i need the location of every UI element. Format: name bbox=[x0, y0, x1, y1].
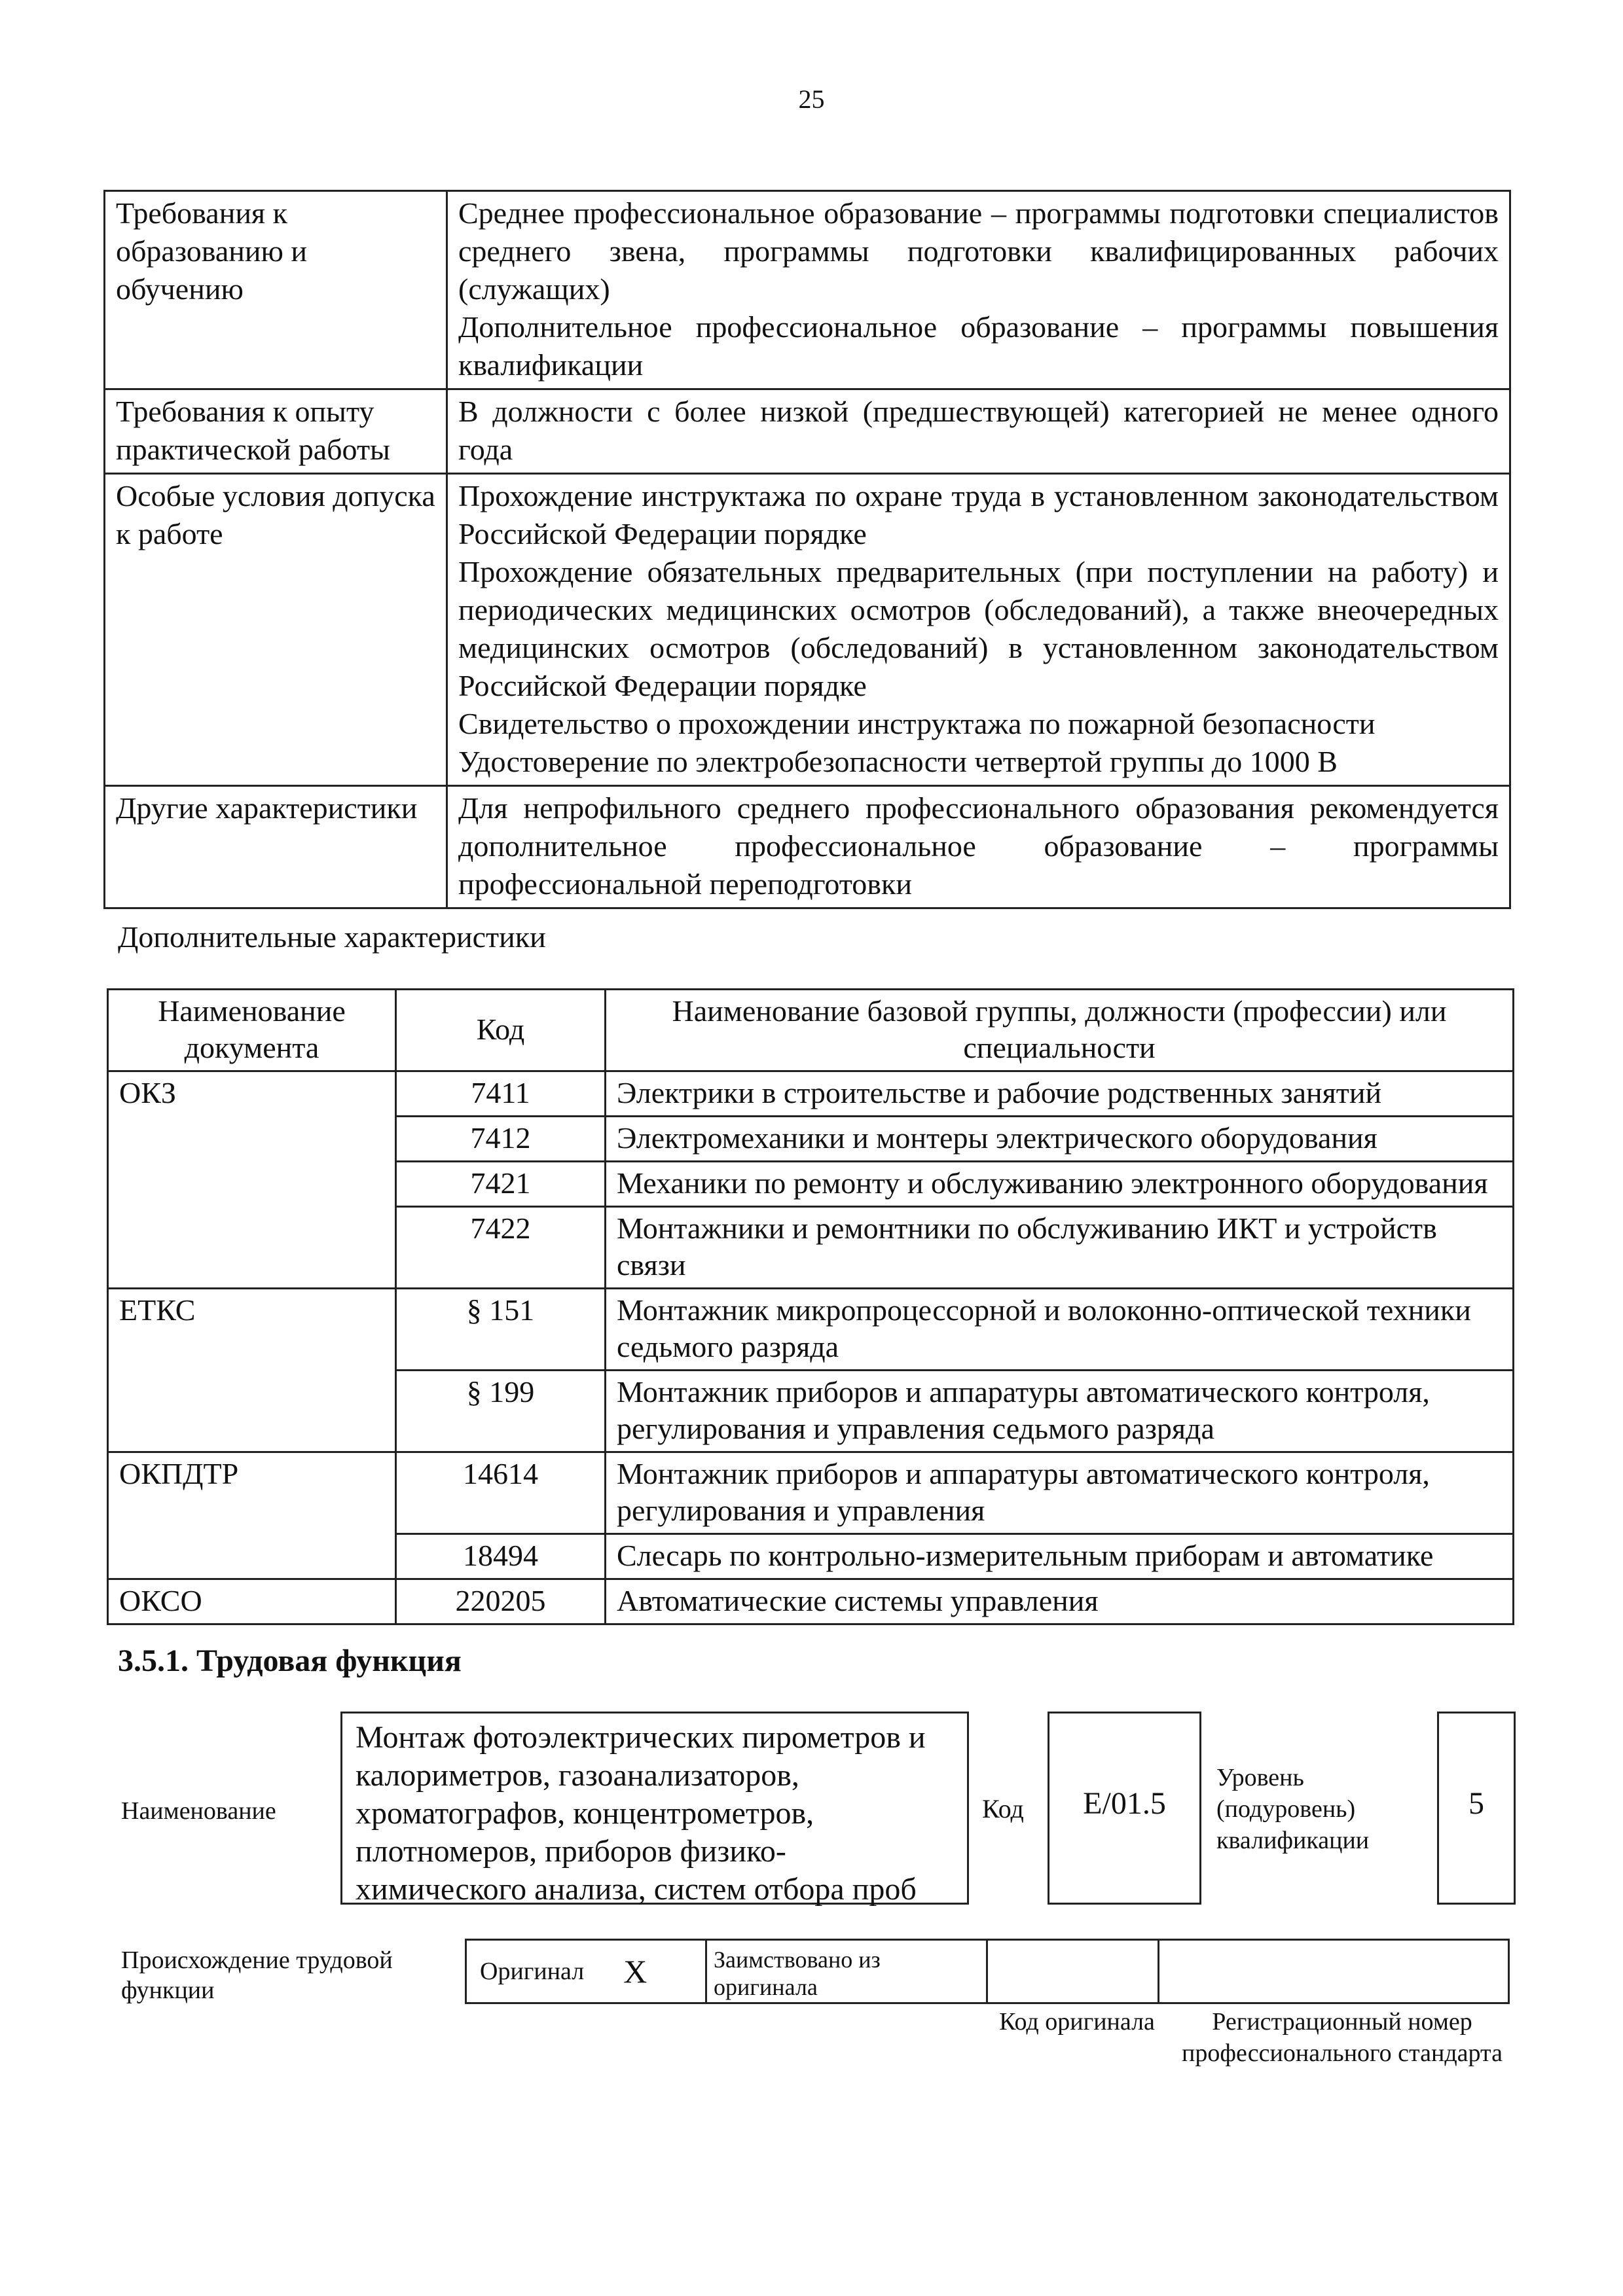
document-cell bbox=[108, 1371, 396, 1452]
table-row bbox=[108, 1207, 1514, 1289]
function-name-label: Наименование bbox=[121, 1797, 276, 1825]
document-cell bbox=[108, 1207, 396, 1289]
header-code: Код bbox=[396, 990, 606, 1071]
requirement-value bbox=[447, 389, 1510, 474]
name-cell: Монтажник микропроцессорной и волоконно-оптической техники седьмого разряда bbox=[606, 1289, 1514, 1371]
origin-code-cell bbox=[986, 1939, 1159, 2004]
code-cell: 7422 bbox=[396, 1207, 606, 1289]
name-cell: Электрики в строительстве и рабочие родственных занятий bbox=[606, 1071, 1514, 1117]
borrowed-cell: Заимствовано из оригинала bbox=[705, 1939, 988, 2004]
registration-number-caption: Регистрационный номер профессионального стандарта bbox=[1182, 2008, 1503, 2067]
document-cell bbox=[108, 1534, 396, 1579]
name-cell: Монтажники и ремонтники по обслуживанию ИКТ и устройств связи bbox=[606, 1207, 1514, 1289]
function-origin-row bbox=[467, 1939, 1516, 2004]
code-cell: 7411 bbox=[396, 1071, 606, 1117]
table-row bbox=[108, 1289, 1514, 1371]
requirement-label: Требования к опыту практической работы bbox=[105, 389, 447, 474]
requirements-row bbox=[105, 786, 1510, 908]
code-cell: 220205 bbox=[396, 1579, 606, 1624]
requirement-value bbox=[447, 786, 1510, 908]
requirement-label: Требования к образованию и обучению bbox=[105, 191, 447, 389]
code-cell: 7412 bbox=[396, 1117, 606, 1162]
labor-function-title: 3.5.1. Трудовая функция bbox=[118, 1643, 462, 1678]
additional-characteristics-table bbox=[107, 988, 1514, 1625]
table-row bbox=[108, 1071, 1514, 1117]
requirement-line: В должности с более низкой (предшествующей) категорией не менее одного года bbox=[458, 395, 1499, 466]
name-cell: Автоматические системы управления bbox=[606, 1579, 1514, 1624]
qualification-level-label: Уровень (подуровень) квалификации bbox=[1216, 1764, 1370, 1854]
original-cell bbox=[465, 1939, 707, 2004]
qualification-level-box: 5 bbox=[1437, 1712, 1516, 1905]
document-cell: ОКЗ bbox=[108, 1071, 396, 1117]
function-name-box: Монтаж фотоэлектрических пирометров и калориметров, газоанализаторов, хроматографов, концентрометров, плотномеров, приборов физико-химического анализа, систем отбора проб bbox=[340, 1712, 969, 1905]
original-label: Оригинал bbox=[480, 1958, 585, 1985]
function-code-label: Код bbox=[982, 1794, 1024, 1823]
table-row bbox=[108, 1534, 1514, 1579]
requirements-table bbox=[103, 190, 1511, 909]
name-cell: Механики по ремонту и обслуживанию электронного оборудования bbox=[606, 1162, 1514, 1207]
page-number: 25 bbox=[798, 84, 825, 114]
header-document: Наименование документа bbox=[108, 990, 396, 1071]
table-row bbox=[108, 1162, 1514, 1207]
name-cell: Слесарь по контрольно-измерительным приборам и автоматике bbox=[606, 1534, 1514, 1579]
code-cell: 14614 bbox=[396, 1452, 606, 1534]
table-row bbox=[108, 1117, 1514, 1162]
table-row bbox=[108, 1371, 1514, 1452]
requirement-line: Удостоверение по электробезопасности четвертой группы до 1000 В bbox=[458, 745, 1338, 778]
document-cell: ОКСО bbox=[108, 1579, 396, 1624]
document-cell bbox=[108, 1117, 396, 1162]
requirement-line: Прохождение инструктажа по охране труда в установленном законодательством Российской Федерации порядке bbox=[458, 479, 1499, 550]
original-mark: X bbox=[623, 1953, 647, 1990]
requirements-row bbox=[105, 389, 1510, 474]
code-cell: 7421 bbox=[396, 1162, 606, 1207]
requirement-value bbox=[447, 191, 1510, 389]
additional-characteristics-title: Дополнительные характеристики bbox=[118, 920, 546, 954]
requirements-row bbox=[105, 474, 1510, 786]
function-origin-label: Происхождение трудовой функции bbox=[121, 1946, 393, 2004]
header-name: Наименование базовой группы, должности (профессии) или специальности bbox=[606, 990, 1514, 1071]
origin-code-caption: Код оригинала bbox=[999, 2008, 1155, 2036]
requirement-line: Для непрофильного среднего профессионального образования рекомендуется дополнительное профессиональное образование – программы профессиональной переподготовки bbox=[458, 791, 1499, 901]
table-header-row bbox=[108, 990, 1514, 1071]
table-row bbox=[108, 1452, 1514, 1534]
document-cell bbox=[108, 1162, 396, 1207]
requirement-line: Свидетельство о прохождении инструктажа по пожарной безопасности bbox=[458, 707, 1376, 740]
requirement-line: Дополнительное профессиональное образование – программы повышения квалификации bbox=[458, 310, 1499, 382]
code-cell: § 151 bbox=[396, 1289, 606, 1371]
requirement-value bbox=[447, 474, 1510, 786]
name-cell: Монтажник приборов и аппаратуры автоматического контроля, регулирования и управления седьмого разряда bbox=[606, 1371, 1514, 1452]
requirement-label: Другие характеристики bbox=[105, 786, 447, 908]
name-cell: Монтажник приборов и аппаратуры автоматического контроля, регулирования и управления bbox=[606, 1452, 1514, 1534]
document-cell: ЕТКС bbox=[108, 1289, 396, 1371]
requirement-line: Прохождение обязательных предварительных (при поступлении на работу) и периодических медицинских осмотров (обследований), а также внеочередных медицинских осмотров (обследований) в установленном законодательством Российской Федерации порядке bbox=[458, 555, 1499, 702]
name-cell: Электромеханики и монтеры электрического оборудования bbox=[606, 1117, 1514, 1162]
requirements-row bbox=[105, 191, 1510, 389]
code-cell: § 199 bbox=[396, 1371, 606, 1452]
requirement-label: Особые условия допуска к работе bbox=[105, 474, 447, 786]
requirement-line: Среднее профессиональное образование – программы подготовки специалистов среднего звена, программы подготовки квалифицированных рабочих (служащих) bbox=[458, 196, 1499, 306]
table-row bbox=[108, 1579, 1514, 1624]
function-code-box: E/01.5 bbox=[1048, 1712, 1201, 1905]
document-cell: ОКПДТР bbox=[108, 1452, 396, 1534]
registration-number-cell bbox=[1158, 1939, 1510, 2004]
code-cell: 18494 bbox=[396, 1534, 606, 1579]
